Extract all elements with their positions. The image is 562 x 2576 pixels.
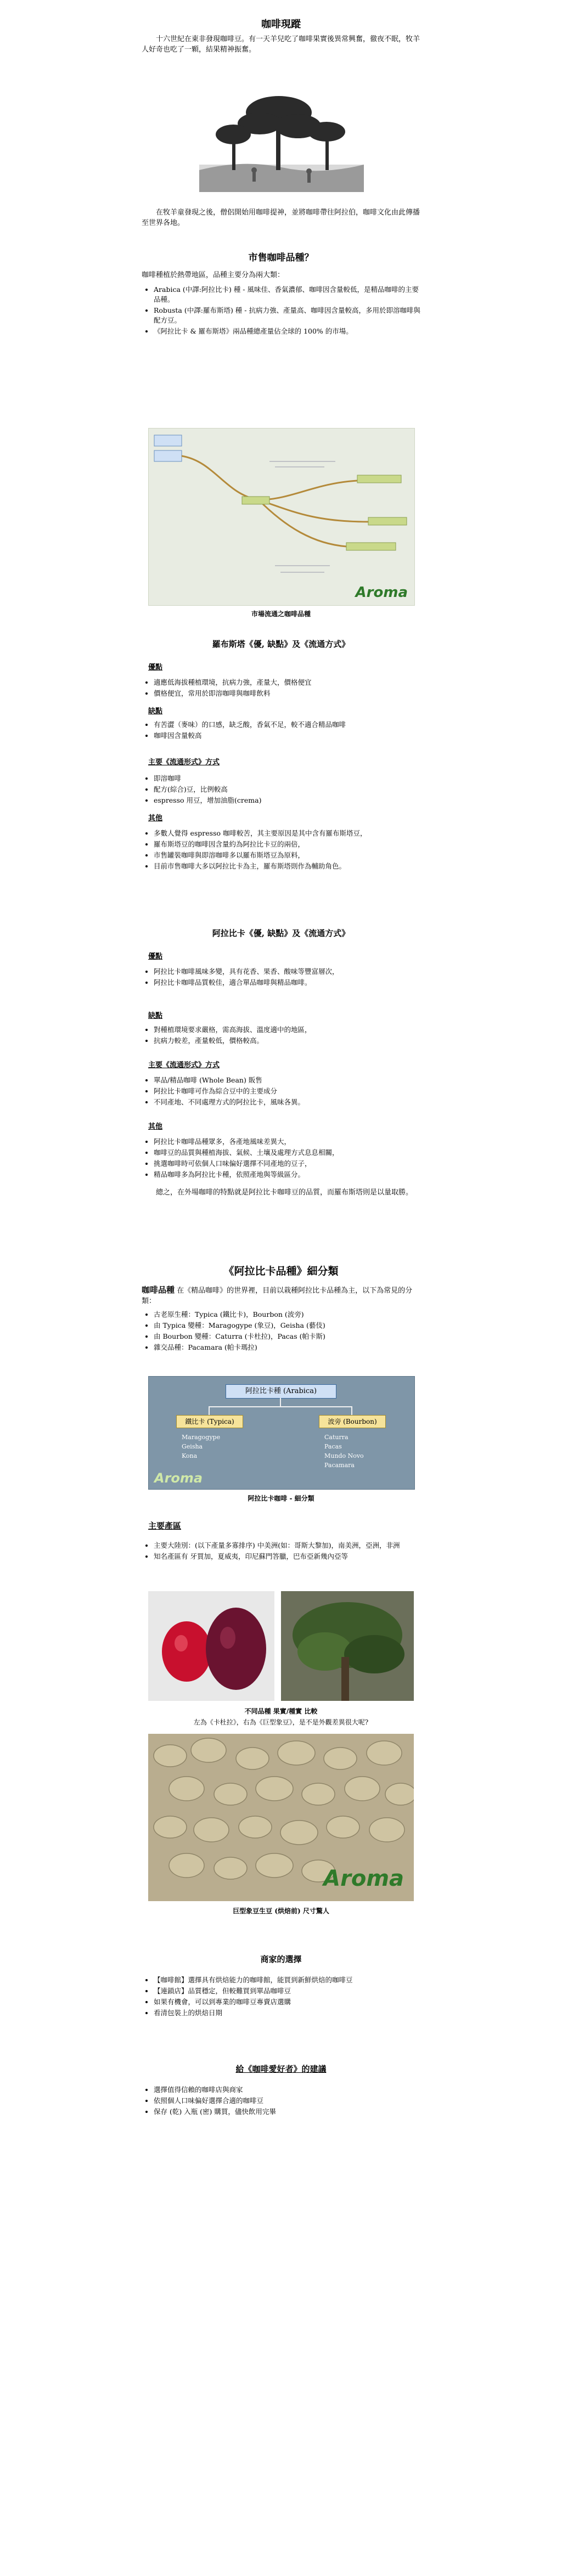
list-item: • 對種植環境要求嚴格，需高海拔、溫度適中的地區， xyxy=(154,1025,420,1035)
arabica-cons xyxy=(142,1025,420,1047)
list-item: • 適應低海拔種植環境，抗病力強，產量大，價格便宜 xyxy=(154,678,420,687)
list-item: • 保存 (乾) 入瓶 (密) 購買，儘快飲用完畢 xyxy=(154,2107,420,2117)
shop-block xyxy=(142,1975,420,2019)
aroma-logo: Aroma xyxy=(323,1866,404,1891)
intro-text: 十六世紀在東非發現咖啡豆。有一天羊兒吃了咖啡果實後異常興奮，徹夜不眠，牧羊人好奇也吃了一顆，結果精神振奮。 xyxy=(142,35,420,54)
list-item: • 價格便宜，常用於即溶咖啡與咖啡飲料 xyxy=(154,689,420,698)
list-item: • 阿拉比卡咖啡品質較佳，適合單品咖啡與精品咖啡。 xyxy=(154,978,420,988)
list-item: • 市售罐裝咖啡與即溶咖啡多以羅布斯塔豆為原料， xyxy=(154,850,420,860)
robusta-cons xyxy=(142,720,420,742)
list-item: • 選擇值得信賴的咖啡店與商家 xyxy=(154,2085,420,2095)
robusta-cons-heading: 缺點 xyxy=(148,707,163,715)
list-item: • 主要大陸別：(以下產量多寡排序) 中美洲(如：哥斯大黎加)，南美洲，亞洲，非洲 xyxy=(154,1541,420,1551)
arabica-pros xyxy=(142,967,420,989)
green-beans-photo xyxy=(148,1734,414,1901)
list-item: • 雜交品種：Pacamara (帕卡瑪拉) xyxy=(154,1343,420,1352)
list-item: • 阿拉比卡咖啡品種眾多，各產地風味差異大， xyxy=(154,1137,420,1147)
intro-block xyxy=(142,34,420,55)
list-item: • Arabica (中譯:阿拉比卡) 種 - 風味佳、香氣濃郁、咖啡因含量較低，是精品咖啡的主要品種。 xyxy=(154,285,420,305)
list-item: • 阿拉比卡咖啡可作為綜合豆中的主要成分 xyxy=(154,1086,420,1096)
tree-left-items xyxy=(182,1433,237,1461)
origin-fig1-sub: 左為《卡杜拉》，右為《巨型象豆》，是不是外觀差異很大呢? xyxy=(193,1718,369,1726)
robusta-dist xyxy=(142,774,420,807)
origin-block xyxy=(142,1541,420,1563)
robusta-dist-heading: 主要《流通形式》方式 xyxy=(148,758,220,766)
market-block xyxy=(142,270,420,337)
list-item: • 古老原生種：Typica (鐵比卡)，Bourbon (波旁) xyxy=(154,1310,420,1320)
robusta-pros-heading: 優點 xyxy=(148,663,163,672)
arabica-closing: 總之，在外場咖啡的特點就是阿拉比卡咖啡豆的品質，而羅布斯塔則是以量取勝。 xyxy=(156,1188,413,1197)
list-item: • 【咖啡館】選擇具有烘焙能力的咖啡館，能買到新鮮烘焙的咖啡豆 xyxy=(154,1975,420,1985)
market-lead: 咖啡種植於熱帶地區，品種主要分為兩大類： xyxy=(142,271,285,279)
intro-block-2 xyxy=(142,207,420,228)
list-item: • 咖啡豆的品質與種植海拔、氣候、土壤及處理方式息息相關， xyxy=(154,1148,420,1158)
arabica-dist xyxy=(142,1075,420,1108)
market-fig-caption: 市場流通之咖啡品種 xyxy=(251,610,311,618)
aroma-logo: Aroma xyxy=(355,584,408,601)
list-item: • Robusta (中譯:羅布斯塔) 種 - 抗病力強、產量高、咖啡因含量較高，多用於即溶咖啡與配方豆。 xyxy=(154,306,420,325)
tree-leaf: Kona xyxy=(182,1452,198,1459)
list-item: • 羅布斯塔豆的咖啡因含量約為阿拉比卡豆的兩倍， xyxy=(154,839,420,849)
caturra-cherry-photo xyxy=(148,1591,274,1701)
arabica-usage xyxy=(142,1137,420,1198)
arabica-dist-heading: 主要《流通形式》方式 xyxy=(148,1061,220,1069)
list-item: • 多數人覺得 espresso 咖啡較苦，其主要原因是其中含有羅布斯塔豆， xyxy=(154,828,420,838)
tree-leaf: Mundo Novo xyxy=(324,1452,364,1459)
list-item: • 如果有機會，可以到專業的咖啡豆專賣店選購 xyxy=(154,1997,420,2007)
arabica-tree-figure xyxy=(148,1376,415,1490)
list-item: • 即溶咖啡 xyxy=(154,774,420,783)
tips-block xyxy=(142,2085,420,2118)
list-item: • 【連鎖店】品質穩定，但較難買到單品咖啡豆 xyxy=(154,1986,420,1996)
list-item: • 由 Bourbon 變種：Caturra (卡杜拉)，Pacas (帕卡斯) xyxy=(154,1332,420,1341)
list-item: • 挑選咖啡時可依個人口味偏好選擇不同產地的豆子， xyxy=(154,1159,420,1169)
list-item: • 知名產區有 牙買加，夏威夷，印尼蘇門答臘，巴布亞新幾內亞等 xyxy=(154,1552,420,1562)
tree-leaf: Pacamara xyxy=(324,1462,355,1469)
tips-heading: 給《咖啡愛好者》的建議 xyxy=(235,2064,327,2074)
robusta-heading: 羅布斯塔《優, 缺點》及《流通方式》 xyxy=(212,639,350,649)
origin-heading: 主要產區 xyxy=(148,1521,182,1531)
origin-fig1-caption: 不同品種 果實/種實 比較 xyxy=(244,1707,318,1715)
classes-list xyxy=(142,1310,420,1352)
coffee-tree-illustration xyxy=(199,82,364,192)
tree-right-node: 波旁 (Bourbon) xyxy=(319,1415,386,1428)
market-list xyxy=(142,285,420,336)
intro-text-2: 在牧羊童發現之後，僧侶開始用咖啡提神，並將咖啡帶往阿拉伯，咖啡文化由此傳播至世界各地。 xyxy=(142,208,420,227)
list-item: • 不同產地、不同處理方式的阿拉比卡，風味各異。 xyxy=(154,1097,420,1107)
robusta-usage-heading: 其他 xyxy=(148,814,163,822)
mindmap-graphic xyxy=(149,429,414,605)
tree-left-node: 鐵比卡 (Typica) xyxy=(176,1415,243,1428)
list-item: • 配方(綜合)豆，比例較高 xyxy=(154,785,420,794)
tree-leaf: Geisha xyxy=(182,1443,203,1450)
origin-fig1-sub-block xyxy=(142,1717,420,1728)
list-item: • 看清包裝上的烘焙日期 xyxy=(154,2008,420,2018)
classes-fig-caption: 阿拉比卡咖啡 - 細分類 xyxy=(248,1495,314,1502)
robusta-usage xyxy=(142,828,420,872)
tree-leaf: Caturra xyxy=(324,1434,349,1441)
classes-lead-bold: 咖啡品種 xyxy=(142,1285,175,1295)
list-item: • 目前市售咖啡大多以阿拉比卡為主，羅布斯塔則作為輔助角色。 xyxy=(154,861,420,871)
tree-root: 阿拉比卡種 (Arabica) xyxy=(226,1384,336,1399)
market-mindmap-figure xyxy=(148,428,415,606)
origin-fig2-caption: 巨型象豆生豆 (烘焙前) 尺寸驚人 xyxy=(233,1907,329,1915)
classes-heading: 《阿拉比卡品種》細分類 xyxy=(223,1265,339,1277)
tree-leaf: Pacas xyxy=(324,1443,342,1450)
list-item: • 咖啡因含量較高 xyxy=(154,731,420,741)
page-title: 咖啡現蹤 xyxy=(261,19,301,30)
tree-right-items xyxy=(324,1433,401,1470)
maragogype-tree-photo xyxy=(281,1591,414,1701)
arabica-cons-heading: 缺點 xyxy=(148,1012,163,1020)
tree-leaf: Maragogype xyxy=(182,1434,221,1441)
list-item: • 單品/精品咖啡 (Whole Bean) 販售 xyxy=(154,1075,420,1085)
aroma-logo: Aroma xyxy=(154,1470,203,1486)
arabica-usage-heading: 其他 xyxy=(148,1123,163,1131)
list-item: • 抗病力較差，產量較低，價格較高。 xyxy=(154,1036,420,1046)
list-item: • 有苦澀（麥味）的口感，缺乏酸，香氣不足，較不適合精品咖啡 xyxy=(154,720,420,730)
list-item: • 阿拉比卡咖啡風味多變，具有花香、果香、酸味等豐富層次， xyxy=(154,967,420,977)
list-item: • 精品咖啡多為阿拉比卡種，依照產地與等級區分。 xyxy=(154,1170,420,1180)
list-item: • 《阿拉比卡 & 羅布斯塔》兩品種總產量佔全球的 100% 的市場。 xyxy=(154,326,420,336)
robusta-pros xyxy=(142,678,420,700)
arabica-pros-heading: 優點 xyxy=(148,952,163,961)
market-heading: 市售咖啡品種？ xyxy=(248,252,314,263)
arabica-heading: 阿拉比卡《優, 缺點》及《流通方式》 xyxy=(212,928,350,938)
classes-lead: 在《精品咖啡》的世界裡，目前以栽種阿拉比卡品種為主，以下為常見的分類： xyxy=(142,1287,413,1305)
shop-heading: 商家的選擇 xyxy=(260,1954,302,1964)
list-item: • 依照個人口味偏好選擇合適的咖啡豆 xyxy=(154,2096,420,2106)
classes-block xyxy=(142,1285,420,1354)
list-item: • 由 Typica 變種：Maragogype (象豆)，Geisha (藝伎) xyxy=(154,1321,420,1331)
list-item: • espresso 用豆，增加油脂(crema) xyxy=(154,796,420,805)
